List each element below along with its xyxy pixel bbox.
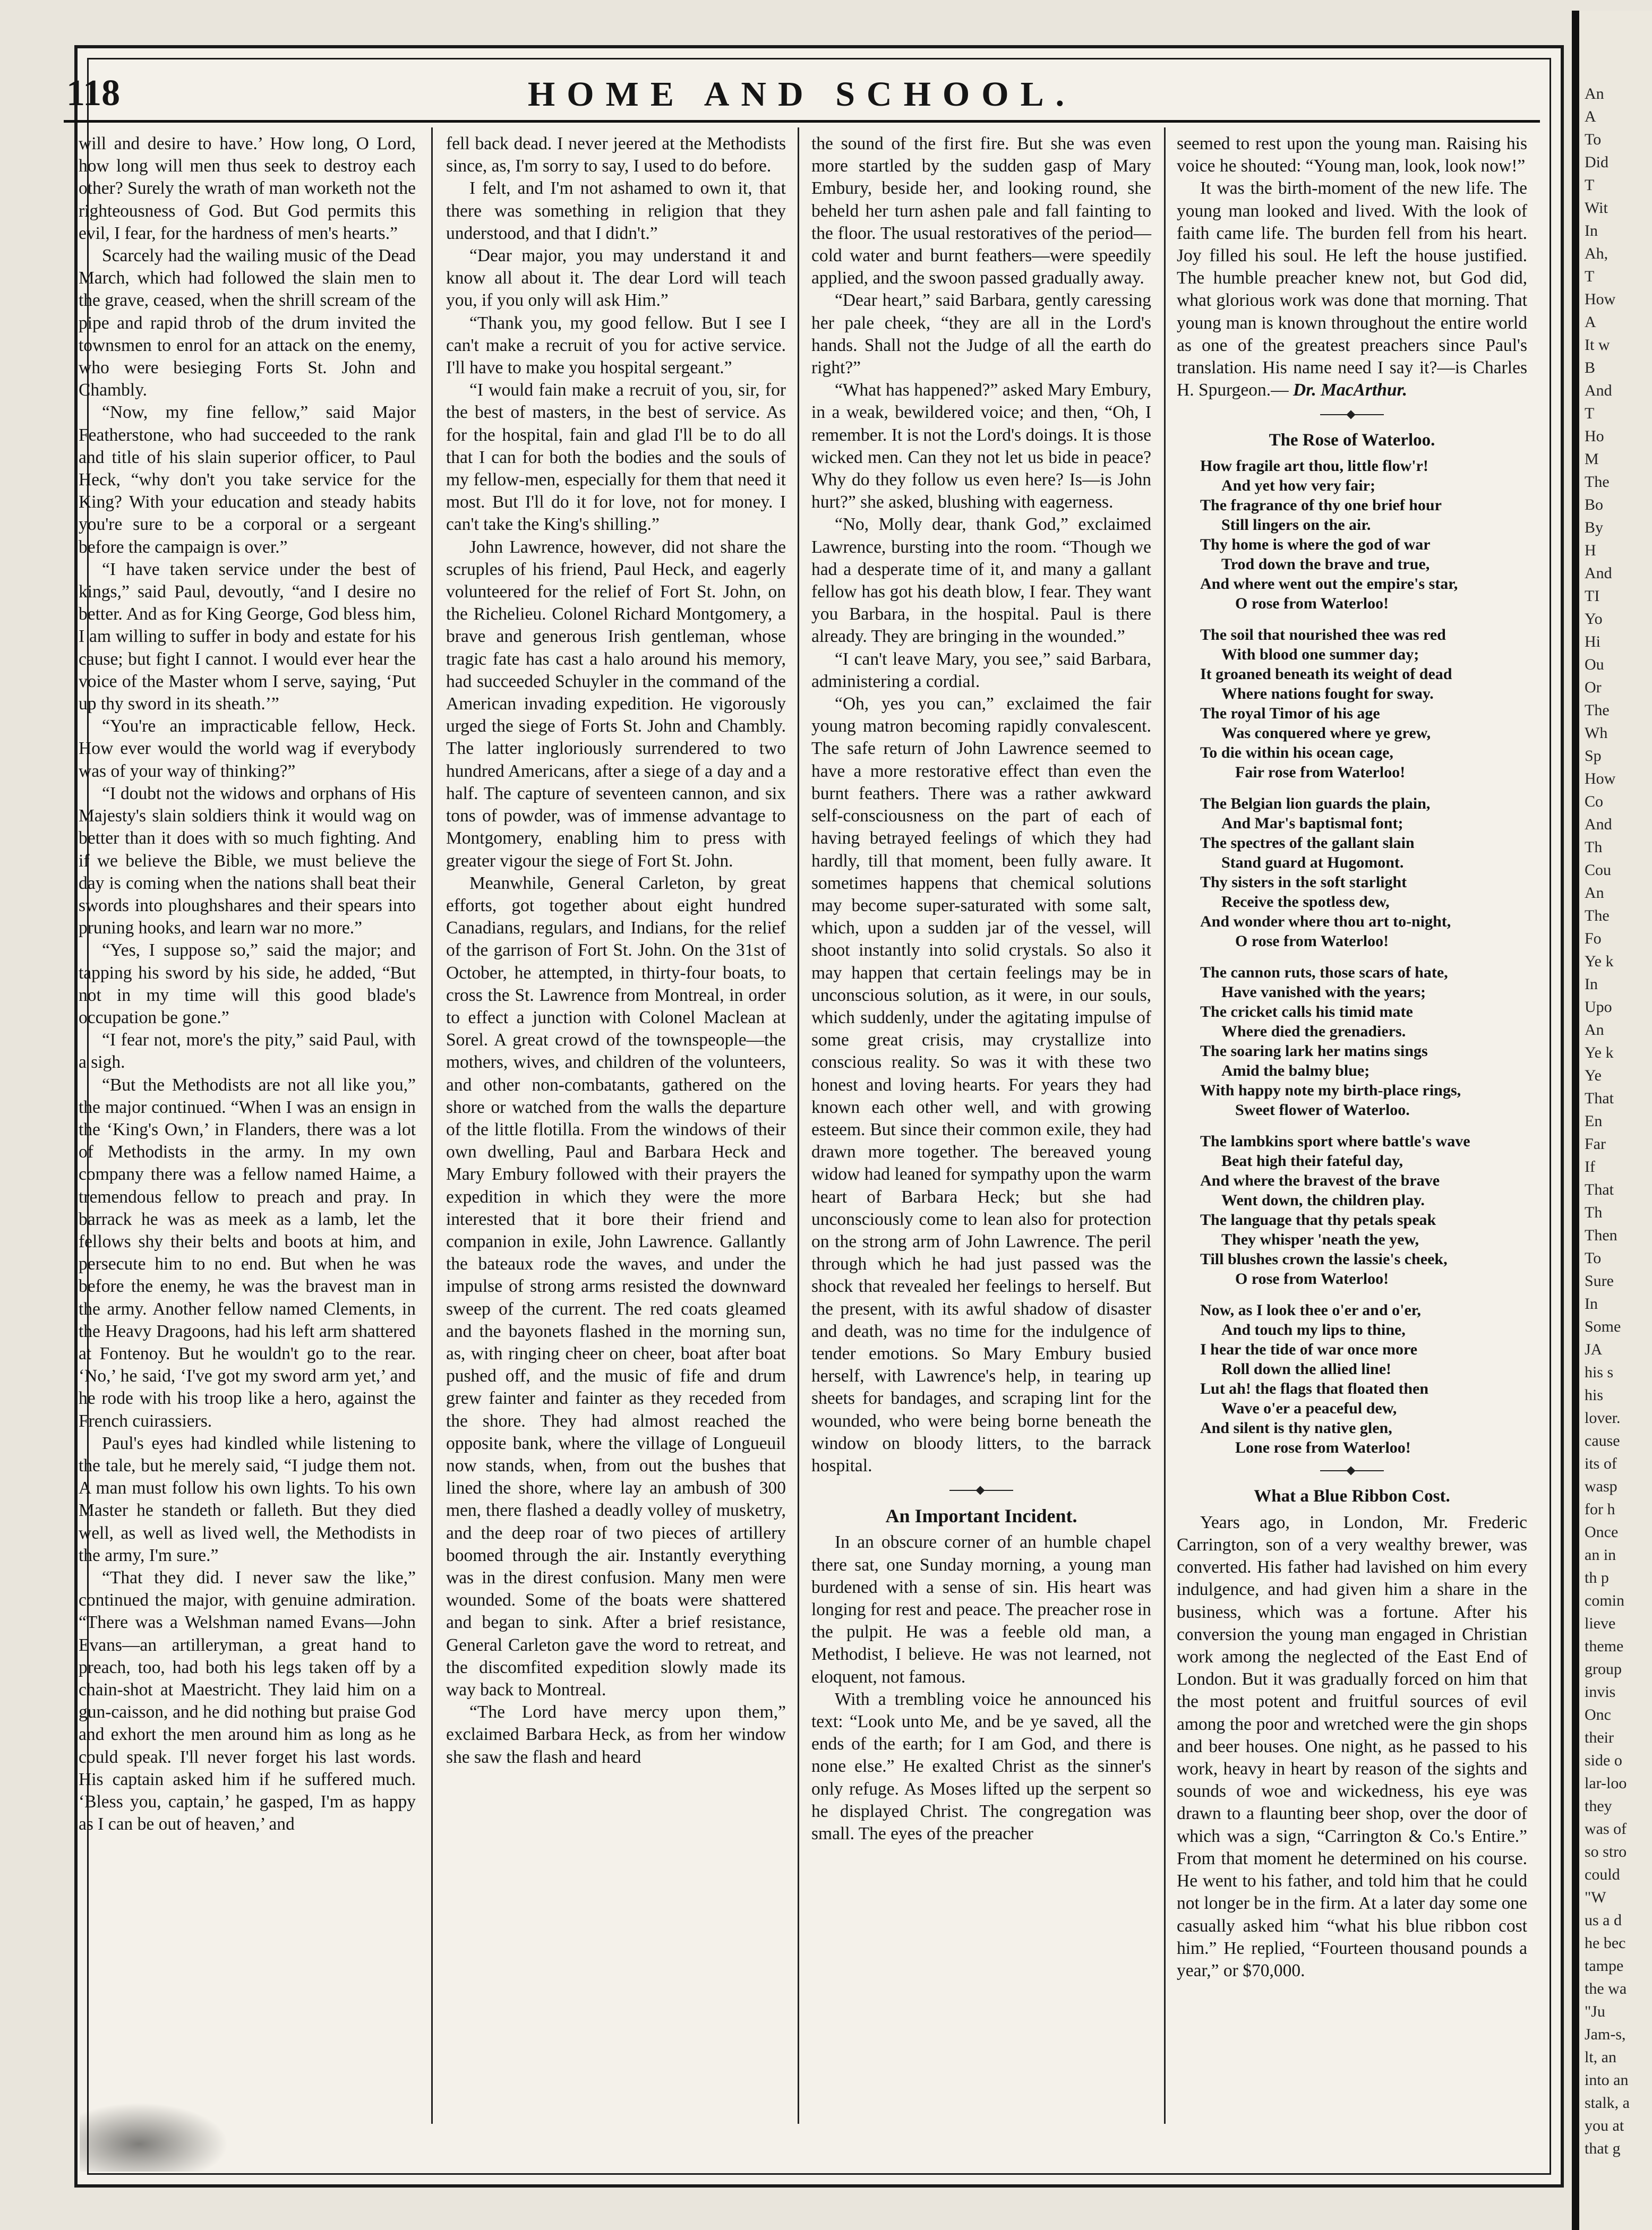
adjacent-page-text: That [1585, 1181, 1614, 1198]
adjacent-page-text: Sp [1585, 747, 1602, 765]
adjacent-page-text: The [1585, 907, 1610, 924]
adjacent-page-text: its of [1585, 1455, 1617, 1472]
paragraph: fell back dead. I never jeered at the Methodists since, as, I'm sorry to say, I used to do before. [446, 134, 786, 176]
section-separator [1320, 414, 1384, 415]
article-title-important-incident: An Important Incident. [885, 1505, 1077, 1527]
publication-title: HOME AND SCHOOL. [527, 75, 1076, 114]
page-number: 118 [66, 73, 121, 114]
poem-line: Where died the grenadiers. [1221, 1022, 1406, 1040]
poem-line: The cricket calls his timid mate [1200, 1002, 1413, 1020]
adjacent-page-text: tampe [1585, 1957, 1624, 1975]
adjacent-page-text: the wa [1585, 1980, 1627, 1997]
adjacent-page-text: How [1585, 290, 1616, 308]
adjacent-page-text: And [1585, 564, 1612, 582]
poem-stanza [1177, 963, 1527, 1120]
adjacent-page-text: The [1585, 473, 1610, 491]
adjacent-page-text: Upo [1585, 998, 1612, 1016]
poem-line: How fragile art thou, little flow'r! [1200, 457, 1428, 475]
poem-stanza [1177, 1131, 1527, 1289]
paragraph: “Dear heart,” said Barbara, gently caressing her pale cheek, “they are all in the Lord's hands. Shall not the Judge of all the earth do right?” [811, 290, 1151, 378]
adjacent-page-text: Th [1585, 1204, 1603, 1221]
poem-line: With blood one summer day; [1221, 645, 1419, 663]
adjacent-page-text: That [1585, 1090, 1614, 1107]
poem-line: And where went out the empire's star, [1200, 574, 1458, 593]
poem-line: O rose from Waterloo! [1235, 594, 1389, 612]
poem-line: Went down, the children play. [1221, 1191, 1425, 1209]
poem-line: Sweet flower of Waterloo. [1235, 1101, 1410, 1119]
adjacent-page-text: theme [1585, 1637, 1624, 1655]
adjacent-page-text: th p [1585, 1569, 1609, 1586]
adjacent-page-text: Bo [1585, 496, 1604, 513]
column-2 [446, 133, 786, 1769]
adjacent-page-text: lar-loo [1585, 1774, 1627, 1792]
section-separator [1320, 1470, 1384, 1471]
adjacent-page-text: us a d [1585, 1911, 1622, 1929]
poem-stanza [1177, 625, 1527, 782]
adjacent-page-text: so stro [1585, 1843, 1627, 1860]
poem-line: The Belgian lion guards the plain, [1200, 794, 1431, 812]
paragraph: “No, Molly dear, thank God,” exclaimed Lawrence, bursting into the room. “Though we had a desperate time of it, and many a gallant fellow has got his death blow, I fear. They want you Barbara, in the hospital. Paul is there already. They are bringing in the wounded.” [811, 514, 1151, 647]
poem-line: Thy sisters in the soft starlight [1200, 873, 1407, 891]
paragraph: “That they did. I never saw the like,” continued the major, with genuine admiration. “There was a Welshman named Evans—John Evans—an artilleryman, a great hand to preach, too, had both his legs taken off by a chain-shot at Maestricht. They laid him on a gun-caisson, and he did nothing but praise God and exhort the men around him as long as he could speak. I'll never forget his last words. His captain asked him if he suffered much. ‘Bless you, captain,’ he gasped, I'm as happy as I can be out of heaven,’ and [79, 1568, 416, 1834]
paragraph: “Dear major, you may understand it and know all about it. The dear Lord will teach you, if you only will ask Him.” [446, 246, 786, 311]
paragraph: John Lawrence, however, did not share the scruples of his friend, Paul Heck, and eagerly volunteered for the relief of Fort St. John, on the Richelieu. Colonel Richard Montgomery, a brave and generous Irish gentleman, whose tragic fate has cast a halo around his memory, had succeeded Schuyler in the command of the American invading expedition. He vigorously urged the siege of Forts St. John and Chambly. The latter ingloriously surrendered to two hundred Americans, after a siege of a day and a half. The capture of seventeen cannon, and six tons of powder, was of immense advantage to Montgomery, enabling him to press with greater vigour the siege of Fort St. John. [446, 537, 786, 871]
adjacent-page-text: they [1585, 1797, 1612, 1815]
adjacent-page-text: And [1585, 382, 1612, 399]
poem-line: Till blushes crown the lassie's cheek, [1200, 1250, 1448, 1268]
paragraph: “Thank you, my good fellow. But I see I can't make a recruit of you for active service. I'll have to make you hospital sergeant.” [446, 313, 786, 378]
adjacent-page-text: An [1585, 85, 1604, 102]
paragraph: “I would fain make a recruit of you, sir, for the best of masters, in the best of service. As for the hospital, fain and glad I'll be to do all that I can for both the bodies and the souls of my fellow-men, especially for them that need it most. But I'll do it for love, not for money. I can't take the King's shilling.” [446, 380, 786, 535]
adjacent-page-text: Onc [1585, 1706, 1611, 1723]
column-divider [431, 127, 433, 2124]
article-title-blue-ribbon: What a Blue Ribbon Cost. [1254, 1486, 1450, 1506]
poem-line: Beat high their fateful day, [1221, 1152, 1403, 1170]
poem-line: I hear the tide of war once more [1200, 1340, 1418, 1358]
column-divider [1164, 127, 1166, 2124]
poem-line: And Mar's baptismal font; [1221, 814, 1403, 832]
adjacent-page-text: TI [1585, 587, 1600, 605]
article-important-incident [811, 1531, 1151, 1845]
adjacent-page-text: T [1585, 176, 1595, 194]
poem-line: Stand guard at Hugomont. [1221, 853, 1404, 871]
poem-line: Now, as I look thee o'er and o'er, [1200, 1301, 1421, 1319]
poem-stanza [1177, 794, 1527, 951]
paragraph: Meanwhile, General Carleton, by great efforts, got together about eight hundred Canadians, regulars, and Indians, for the relief of the garrison of Fort St. John. On the 31st of October, he attempted, in thirty-four boats, to cross the St. Lawrence from Montreal, in order to effect a junction with Colonel Maclean at Sorel. A great crowd of the townspeople—the mothers, wives, and children of the volunteers, and other non-combatants, gathered on the shore or watched from the walls the departure of the little flotilla. From the windows of their own dwelling, Paul and Barbara Heck and Mary Embury followed with their prayers the expedition in which they were the more interested that it bore their friend and companion in exile, John Lawrence. Gallantly the bateaux rode the waves, and under the impulse of strong arms resisted the downward sweep of the current. The red coats gleamed and the bayonets flashed in the morning sun, as, with ringing cheer on cheer, boat after boat pushed off, and the music of fife and drum grew fainter and fainter as they receded from the shore. They had almost reached the opposite bank, where the village of Longueuil now stands, when, from out the bushes that lined the shore, where lay an ambush of 300 men, there flashed a deadly volley of musketry, and the deep roar of two pieces of artillery boomed through the air. Instantly everything was in the direst confusion. Many men were wounded. Some of the boats were shattered and began to sink. After a brief resistance, General Carleton gave the word to retreat, and the discomfited expedition slowly made its way back to Montreal. [446, 873, 786, 1700]
adjacent-page-text: into an [1585, 2071, 1629, 2089]
adjacent-page-text: To [1585, 131, 1602, 148]
poem-line: The soaring lark her matins sings [1200, 1042, 1428, 1060]
paragraph: “The Lord have mercy upon them,” exclaimed Barbara Heck, as from her window she saw the flash and heard [446, 1702, 786, 1767]
poem-line: With happy note my birth-place rings, [1200, 1081, 1461, 1099]
adjacent-page-text: In [1585, 222, 1598, 239]
poem-line: The soil that nourished thee was red [1200, 625, 1446, 644]
column-3 [811, 133, 1151, 1845]
poem-line: And yet how very fair; [1221, 476, 1375, 494]
adjacent-page-text: stalk, a [1585, 2094, 1630, 2112]
adjacent-page-text: Far [1585, 1135, 1606, 1153]
poem-stanza [1177, 1300, 1527, 1457]
paragraph: “Oh, yes you can,” exclaimed the fair young matron becoming rapidly convalescent. The safe return of John Lawrence seemed to have a more restorative effect than even the burnt feathers. There was a rather awkward self-consciousness on the part of each of having betrayed feelings of which they had hardly, till that moment, been fully aware. It sometimes happens that chemical solutions may become super-saturated with some salt, which, upon a sudden jar of the vessel, will shoot instantly into solid crystals. So also it may happen that certain feelings may be in unconscious solution, as it were, in our souls, which suddenly, under the agitating impulse of some great crisis, may crystallize into conscious reality. So was it with these two honest and loving hearts. For years they had known each other well, and with growing esteem. But since their common exile, they had drawn more together. The bereaved young widow had leaned for sympathy upon the warm heart of Barbara Heck; but she had unconsciously come to lean also for protection on the strong arm of John Lawrence. The peril through which he had just passed was the shock that revealed her feelings to herself. But the present, with its awful shadow of disaster and death, was no time for the indulgence of tender emotions. So Mary Embury busied herself, with Lawrence's help, in tearing up sheets for bandages, and scraping lint for the wounded, who were being borne beneath the window on bloody litters, to the barrack hospital. [811, 694, 1151, 1476]
paragraph: It was the birth-moment of the new life. The young man looked and lived. With the look of faith came life. The burden fell from his heart. Joy filled his soul. He left the house justified. The humble preacher knew not, but God did, what glorious work was done that morning. That young man is known throughout the entire world as one of the greatest preachers since Paul's translation. His name need I say it?—is Charles H. Spurgeon.— Dr. MacArthur. [1177, 178, 1527, 400]
adjacent-page-text: Or [1585, 679, 1602, 696]
adjacent-page-text: Fo [1585, 930, 1602, 947]
poem-line: The royal Timor of his age [1200, 704, 1380, 722]
adjacent-page-text: invis [1585, 1683, 1616, 1701]
adjacent-page-text: Once [1585, 1523, 1619, 1541]
adjacent-page-text: Yo [1585, 610, 1603, 628]
adjacent-page-text: M [1585, 450, 1599, 468]
paragraph: “What has happened?” asked Mary Embury, in a weak, bewildered voice; and then, “Oh, I remember. It is not the Lord's doings. It is those wicked men. Can they not let us bide in peace? Why do they follow us even here? Is—is John hurt?” she asked, blushing with eagerness. [811, 380, 1151, 512]
adjacent-page-text: An [1585, 1021, 1604, 1039]
paragraph: will and desire to have.’ How long, O Lord, how long will men thus seek to destroy each other? Surely the wrath of man worketh not the righteousness of God. But God permits this evil, I fear, for the hardness of men's hearts.” [79, 134, 416, 243]
paragraph: Scarcely had the wailing music of the Dead March, which had followed the slain men to the grave, ceased, when the shrill scream of the pipe and rapid throb of the drum invited the townsmen to enrol for an attack on the enemy, who were besieging Forts St. John and Chambly. [79, 246, 416, 400]
adjacent-page-text: Ye k [1585, 1044, 1614, 1061]
paragraph: Years ago, in London, Mr. Frederic Carrington, son of a very wealthy brewer, was converted. His father had lavished on him every indulgence, and had given him a share in the business, which was a fortune. After his conversion the young man engaged in Christian work among the neglected of the East End of London. But it was gradually forced on him that the most potent and fruitful sources of evil among the poor and wretched were the gin shops and beer houses. One night, as he passed to his work, heavy in heart by reason of the sights and sounds of woe and wickedness, his eye was drawn to a flaunting beer shop, over the door of which was a sign, “Carrington & Co.'s Entire.” From that moment he determined on his course. He went to his father, and told him that he could not longer be in the firm. At a later day some one casually asked him “what his blue ribbon cost him.” He replied, “Fourteen thousand pounds a year,” or $70,000. [1177, 1512, 1527, 1980]
adjacent-page-text: you at [1585, 2117, 1624, 2134]
adjacent-page-text: Wit [1585, 199, 1608, 217]
paragraph: Paul's eyes had kindled while listening to the tale, but he merely said, “I judge them not. A man must follow his own lights. To his own Master he standeth or falleth. But they died well, as well as lived well, the Methodists in the army, I'm sure.” [79, 1433, 416, 1565]
adjacent-page-text: lieve [1585, 1615, 1616, 1632]
adjacent-page-text: "Ju [1585, 2003, 1605, 2020]
poem-line: To die within his ocean cage, [1200, 743, 1393, 761]
page-header [66, 69, 1537, 117]
adjacent-page-text: "W [1585, 1889, 1606, 1906]
adjacent-page-text: wasp [1585, 1478, 1617, 1495]
adjacent-page-text: Hi [1585, 633, 1600, 650]
poem-line: Amid the balmy blue; [1221, 1061, 1370, 1079]
paragraph: “Now, my fine fellow,” said Major Featherstone, who had succeeded to the rank and title of his slain superior officer, to Paul Heck, “why don't you take service for the King? With your education and steady habits you're sure to be a corporal or a sergeant before the campaign is over.” [79, 402, 416, 557]
paragraph: “I have taken service under the best of kings,” said Paul, devoutly, “and I desire no better. And as for King George, God bless him, I am willing to suffer in body and estate for his cause; but fight I cannot. I would ever hear the voice of the Master whom I serve, saying, ‘Put up thy sword in its sheath.’” [79, 559, 416, 714]
adjacent-page-text: that g [1585, 2140, 1621, 2157]
poem-line: And where the bravest of the brave [1200, 1171, 1440, 1189]
poem-line: Fair rose from Waterloo! [1235, 763, 1406, 781]
poem-title: The Rose of Waterloo. [1269, 431, 1435, 450]
paragraph: With a trembling voice he announced his text: “Look unto Me, and be ye saved, all the ends of the earth; for I am God, and there is none else.” He exalted Christ as the sinner's only refuge. As Moses lifted up the serpent so he displayed Christ. The congregation was small. The eyes of the preacher [811, 1689, 1151, 1844]
adjacent-page-text: Ye k [1585, 953, 1614, 970]
poem-line: It groaned beneath its weight of dead [1200, 665, 1452, 683]
adjacent-page-text: An [1585, 884, 1604, 902]
paragraph: In an obscure corner of an humble chapel there sat, one Sunday morning, a young man burdened with a sense of sin. His heart was longing for rest and peace. The preacher rose in the pulpit. He was a feeble old man, a Methodist, I believe. He was not learned, not eloquent, not famous. [811, 1532, 1151, 1687]
adjacent-page-text: lover. [1585, 1409, 1621, 1427]
poem-line: Trod down the brave and true, [1221, 555, 1430, 573]
poem-line: The lambkins sport where battle's wave [1200, 1132, 1470, 1150]
adjacent-page-text: If [1585, 1158, 1595, 1176]
paragraph: I felt, and I'm not ashamed to own it, that there was something in religion that they understood, and that I didn't.” [446, 178, 786, 243]
adjacent-page-text: In [1585, 975, 1598, 993]
adjacent-page-text: Jam-s, [1585, 2026, 1626, 2043]
header-rule [64, 120, 1540, 123]
column-divider [798, 127, 799, 2124]
adjacent-page-text: could [1585, 1866, 1620, 1883]
adjacent-page-text: The [1585, 701, 1610, 719]
adjacent-page-text: Did [1585, 153, 1608, 171]
adjacent-page-text: In [1585, 1295, 1598, 1313]
adjacent-page-text: their [1585, 1729, 1614, 1746]
poem-line: And wonder where thou art to-night, [1200, 912, 1451, 930]
paragraph: “I fear not, more's the pity,” said Paul, with a sigh. [79, 1030, 416, 1073]
adjacent-page-text: T [1585, 268, 1595, 285]
adjacent-page-text: his [1585, 1386, 1604, 1404]
poem-line: They whisper 'neath the yew, [1221, 1230, 1419, 1248]
adjacent-page-text: Wh [1585, 724, 1608, 742]
adjacent-page-text: Ou [1585, 656, 1604, 673]
adjacent-page-text: Th [1585, 838, 1603, 856]
poem-line: Was conquered where ye grew, [1221, 724, 1431, 742]
paragraph: the sound of the first fire. But she was even more startled by the sudden gasp of Mary Embury, beside her, and looking round, she beheld her turn ashen pale and fall fainting to the floor. The usual restoratives of the period—cold water and burnt feathers—were speedily applied, and the swoon passed gradually away. [811, 134, 1151, 288]
adjacent-page-text: And [1585, 816, 1612, 833]
adjacent-page-text: En [1585, 1112, 1603, 1130]
adjacent-page-text: was of [1585, 1820, 1627, 1838]
adjacent-page-text: T [1585, 405, 1595, 422]
column-4 [1177, 133, 1527, 1982]
paragraph: “You're an impracticable fellow, Heck. How ever would the world wag if everybody was of your way of thinking?” [79, 716, 416, 781]
poem-rose-of-waterloo [1177, 456, 1527, 1457]
scan-smudge [80, 2103, 228, 2172]
adjacent-page-text: It w [1585, 336, 1610, 354]
poem-line: O rose from Waterloo! [1235, 932, 1389, 950]
adjacent-page-text: A [1585, 313, 1596, 331]
adjacent-page-text: How [1585, 770, 1616, 787]
adjacent-page-text: Ho [1585, 427, 1604, 445]
adjacent-page-text: Then [1585, 1226, 1617, 1244]
poem-line: O rose from Waterloo! [1235, 1270, 1389, 1288]
adjacent-page-text: comin [1585, 1592, 1624, 1609]
adjacent-page-text: lt, an [1585, 2048, 1616, 2066]
article-continuation [1177, 133, 1527, 401]
story-continuation [811, 133, 1151, 1477]
adjacent-page-text: JA [1585, 1341, 1603, 1358]
adjacent-page-text: group [1585, 1660, 1622, 1678]
adjacent-page-text: Sure [1585, 1272, 1614, 1290]
poem-line: The spectres of the gallant slain [1200, 834, 1415, 852]
adjacent-page-text: Co [1585, 793, 1604, 810]
poem-stanza [1177, 456, 1527, 613]
poem-line: Wave o'er a peaceful dew, [1221, 1399, 1397, 1417]
adjacent-page-text: To [1585, 1249, 1602, 1267]
paragraph: “But the Methodists are not all like you,” the major continued. “When I was an ensign in the ‘King's Own,’ in Flanders, there was a lot of Methodists in the army. In my own company there was a fellow named Haime, a tremendous fellow to preach and pray. In barrack he was as meek as a lamb, let the fellows shy their belts and boots at him, and persecute him to no end. But when he was before the enemy, he was the bravest man in the army. Another fellow named Clements, in the Heavy Dragoons, had his left arm shattered at Fontenoy. But he wouldn't go to the rear. ‘No,’ he said, ‘I've got my sword arm yet,’ and he rode with his troop like a hero, against the French cuirassiers. [79, 1075, 416, 1431]
poem-line: Still lingers on the air. [1221, 516, 1371, 534]
adjacent-page-text: B [1585, 359, 1596, 376]
adjacent-page-text: for h [1585, 1500, 1615, 1518]
poem-line: Have vanished with the years; [1221, 983, 1426, 1001]
adjacent-page-text: cause [1585, 1432, 1620, 1450]
paragraph: seemed to rest upon the young man. Raising his voice he shouted: “Young man, look, look now!” [1177, 134, 1527, 176]
poem-line: The fragrance of thy one brief hour [1200, 496, 1442, 514]
adjacent-page-text: Ye [1585, 1067, 1602, 1084]
paragraph: “I can't leave Mary, you see,” said Barbara, administering a cordial. [811, 649, 1151, 691]
adjacent-page-edge [1572, 11, 1652, 2230]
adjacent-page-text: side o [1585, 1752, 1622, 1769]
paragraph: “Yes, I suppose so,” said the major; and tapping his sword by his side, he added, “But not in my time will this good blade's occupation be gone.” [79, 940, 416, 1027]
adjacent-page-text: his s [1585, 1363, 1614, 1381]
poem-line: Thy home is where the god of war [1200, 535, 1431, 553]
poem-line: The language that thy petals speak [1200, 1211, 1436, 1229]
poem-line: Where nations fought for sway. [1221, 684, 1434, 702]
adjacent-page-text: Ah, [1585, 245, 1608, 262]
section-separator [949, 1490, 1013, 1491]
adjacent-page-text: A [1585, 108, 1596, 125]
paragraph: “I doubt not the widows and orphans of His Majesty's slain soldiers think it would wag on better than it does with so much fighting. And if we believe the Bible, we must believe the day is coming when the nations shall beat their swords into ploughshares and their spears into pruning hooks, and learn war no more.” [79, 783, 416, 938]
adjacent-page-text: H [1585, 542, 1596, 559]
adjacent-page-text: Some [1585, 1318, 1621, 1335]
poem-line: The cannon ruts, those scars of hate, [1200, 963, 1448, 981]
poem-line: Receive the spotless dew, [1221, 893, 1390, 911]
poem-line: And silent is thy native glen, [1200, 1419, 1392, 1437]
adjacent-page-text: an in [1585, 1546, 1616, 1564]
column-1 [79, 133, 416, 1836]
adjacent-page-text: he bec [1585, 1934, 1626, 1952]
poem-line: Lone rose from Waterloo! [1235, 1438, 1411, 1456]
attribution: Dr. MacArthur. [1288, 380, 1408, 400]
poem-line: And touch my lips to thine, [1221, 1320, 1406, 1339]
adjacent-page-text: By [1585, 519, 1604, 536]
poem-line: Roll down the allied line! [1221, 1360, 1392, 1378]
adjacent-page-text: Cou [1585, 861, 1612, 879]
poem-line: Lut ah! the flags that floated then [1200, 1379, 1429, 1397]
article-blue-ribbon [1177, 1512, 1527, 1982]
